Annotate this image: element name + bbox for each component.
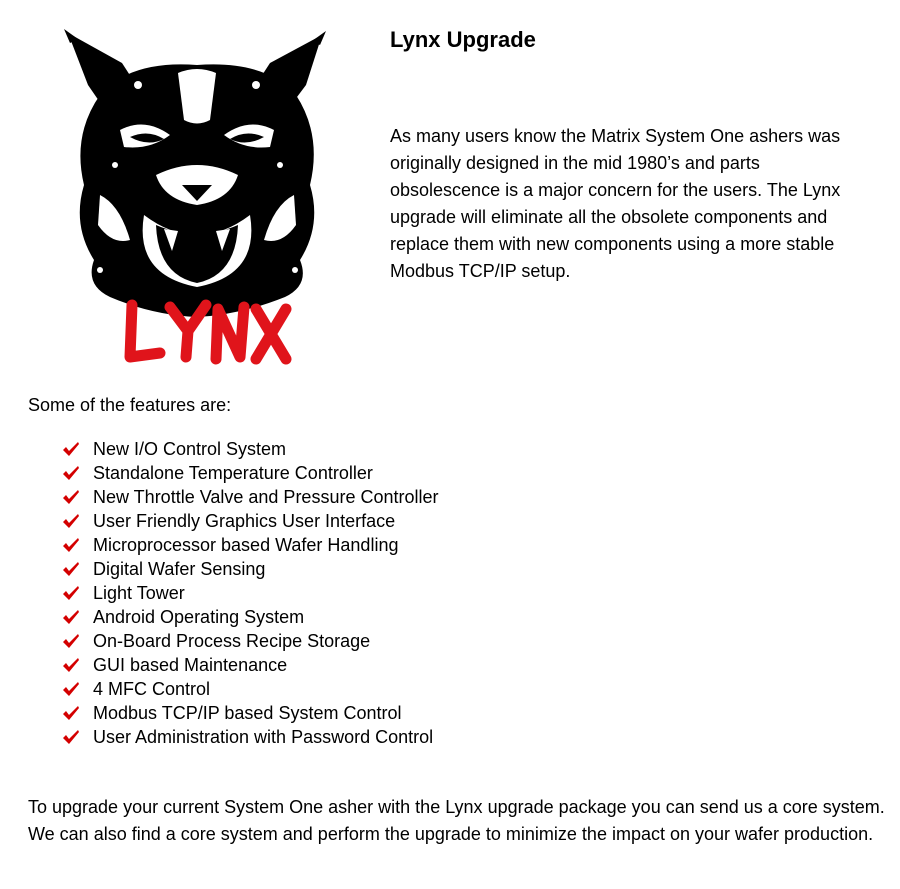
checkmark-icon <box>62 537 80 553</box>
feature-item <box>62 437 439 461</box>
intro-paragraph: As many users know the Matrix System One ashers was originally designed in the mid 1980’s and parts obsolescence is a major concern for the users. The Lynx upgrade will eliminate all the obsolete components and replace them with new components using a more stable Modbus TCP/IP setup. <box>390 126 841 281</box>
features-heading: Some of the features are: <box>28 395 232 415</box>
checkmark-icon <box>62 681 80 697</box>
checkmark-icon <box>62 657 80 673</box>
page-title: Lynx Upgrade <box>390 27 536 52</box>
checkmark-icon <box>62 585 80 601</box>
checkmark-icon <box>62 633 80 649</box>
feature-item <box>62 461 439 485</box>
feature-item <box>62 725 439 749</box>
checkmark-icon <box>62 729 80 745</box>
feature-item <box>62 701 439 725</box>
feature-item <box>62 533 439 557</box>
feature-label: On-Board Process Recipe Storage <box>93 631 371 651</box>
feature-item <box>62 629 439 653</box>
checkmark-icon <box>62 561 80 577</box>
checkmark-icon <box>62 609 80 625</box>
feature-label: Modbus TCP/IP based System Control <box>93 703 402 723</box>
checkmark-icon <box>62 465 80 481</box>
checkmark-icon <box>62 441 80 457</box>
feature-item <box>62 605 439 629</box>
feature-label: User Friendly Graphics User Interface <box>93 511 396 531</box>
checkmark-icon <box>62 705 80 721</box>
lynx-logo <box>60 25 335 370</box>
checkmark-icon <box>62 489 80 505</box>
feature-label: GUI based Maintenance <box>93 655 288 675</box>
feature-label: New Throttle Valve and Pressure Controller <box>93 487 439 507</box>
feature-item <box>62 485 439 509</box>
feature-label: Digital Wafer Sensing <box>93 559 266 579</box>
feature-label: 4 MFC Control <box>93 679 211 699</box>
feature-label: Light Tower <box>93 583 185 603</box>
feature-label: User Administration with Password Control <box>93 727 434 747</box>
feature-label: New I/O Control System <box>93 439 287 459</box>
checkmark-icon <box>62 513 80 529</box>
feature-label: Standalone Temperature Controller <box>93 463 373 483</box>
feature-item <box>62 509 439 533</box>
feature-label: Microprocessor based Wafer Handling <box>93 535 399 555</box>
lynx-logo-icon <box>60 25 335 370</box>
feature-item <box>62 653 439 677</box>
feature-item <box>62 677 439 701</box>
features-list <box>62 437 439 749</box>
feature-item <box>62 581 439 605</box>
feature-item <box>62 557 439 581</box>
outro-paragraph: To upgrade your current System One asher with the Lynx upgrade package you can send us a core system. We can also find a core system and perform the upgrade to minimize the impact on your wafer production. <box>28 797 885 844</box>
feature-label: Android Operating System <box>93 607 305 627</box>
